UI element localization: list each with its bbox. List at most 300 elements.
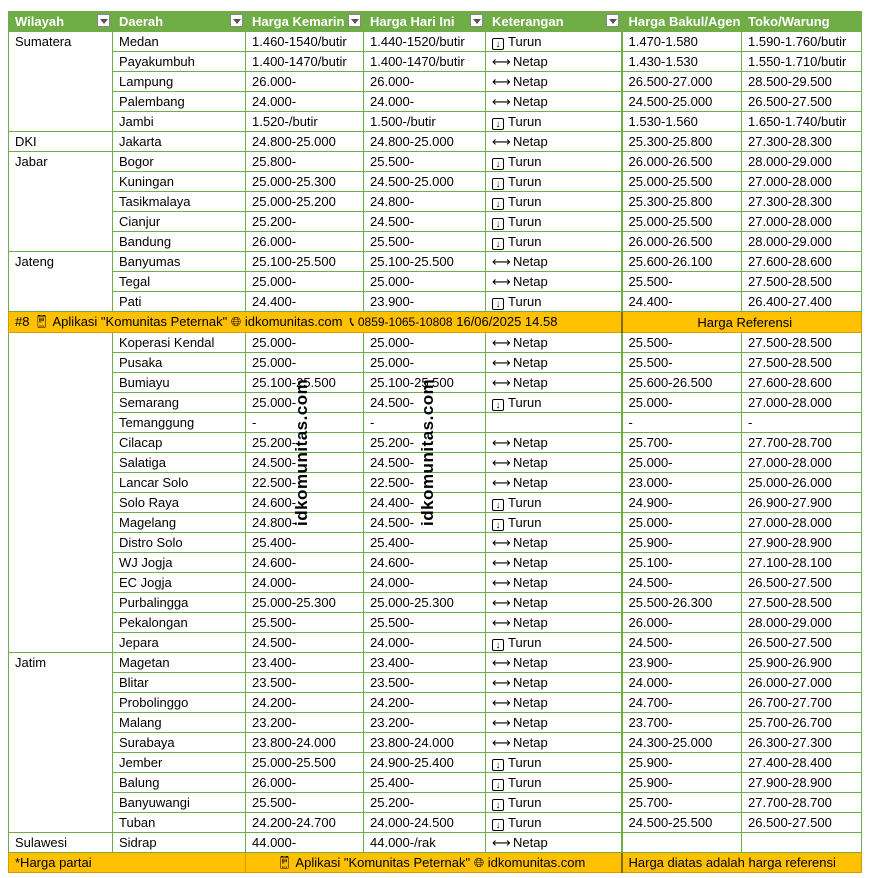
cell-wilayah[interactable] — [9, 773, 113, 793]
cell-wilayah[interactable] — [9, 453, 113, 473]
cell-harga-kemarin[interactable]: 25.000- — [246, 353, 364, 373]
cell-keterangan[interactable] — [486, 272, 622, 292]
cell-harga-agen[interactable]: 25.600-26.100 — [622, 252, 742, 272]
cell-keterangan[interactable] — [486, 493, 622, 513]
cell-harga-hari-ini[interactable]: 25.400- — [364, 773, 486, 793]
cell-daerah[interactable]: Banyuwangi — [113, 793, 246, 813]
cell-wilayah[interactable] — [9, 693, 113, 713]
cell-harga-hari-ini[interactable]: 24.500- — [364, 453, 486, 473]
cell-toko-warung[interactable]: 27.900-28.900 — [742, 533, 862, 553]
cell-toko-warung[interactable]: 26.500-27.500 — [742, 813, 862, 833]
cell-harga-kemarin[interactable]: 24.000- — [246, 573, 364, 593]
cell-wilayah[interactable] — [9, 92, 113, 112]
cell-harga-agen[interactable]: 1.430-1.530 — [622, 52, 742, 72]
cell-harga-agen[interactable]: 1.530-1.560 — [622, 112, 742, 132]
cell-toko-warung[interactable]: 26.500-27.500 — [742, 92, 862, 112]
cell-daerah[interactable]: Temanggung — [113, 413, 246, 433]
cell-harga-kemarin[interactable]: 23.200- — [246, 713, 364, 733]
arrow-down-icon: ↓ — [492, 158, 504, 170]
cell-keterangan[interactable] — [486, 413, 622, 433]
cell-wilayah[interactable] — [9, 212, 113, 232]
cell-wilayah[interactable] — [9, 172, 113, 192]
cell-wilayah[interactable] — [9, 753, 113, 773]
cell-harga-kemarin[interactable]: 24.800- — [246, 513, 364, 533]
cell-harga-hari-ini[interactable]: 24.600- — [364, 553, 486, 573]
cell-harga-agen[interactable]: 24.500-25.500 — [622, 813, 742, 833]
cell-harga-hari-ini[interactable]: 24.900-25.400 — [364, 753, 486, 773]
cell-harga-hari-ini[interactable]: 25.500- — [364, 152, 486, 172]
cell-wilayah[interactable] — [9, 393, 113, 413]
cell-harga-agen[interactable]: 25.500- — [622, 272, 742, 292]
cell-harga-kemarin[interactable]: 24.800-25.000 — [246, 132, 364, 152]
cell-keterangan[interactable] — [486, 212, 622, 232]
cell-daerah[interactable]: Banyumas — [113, 252, 246, 272]
cell-keterangan[interactable] — [486, 713, 622, 733]
cell-wilayah[interactable]: Sumatera — [9, 32, 113, 52]
header-keterangan[interactable]: Keterangan — [486, 12, 622, 32]
cell-daerah[interactable]: Pati — [113, 292, 246, 312]
cell-harga-kemarin[interactable]: 25.000- — [246, 333, 364, 353]
cell-harga-agen[interactable]: 23.000- — [622, 473, 742, 493]
cell-harga-hari-ini[interactable]: 24.500-25.000 — [364, 172, 486, 192]
cell-harga-hari-ini[interactable]: 24.200- — [364, 693, 486, 713]
status-label: Turun — [508, 34, 542, 49]
cell-harga-kemarin[interactable]: 26.000- — [246, 232, 364, 252]
cell-harga-hari-ini[interactable]: 24.000-24.500 — [364, 813, 486, 833]
cell-harga-kemarin[interactable]: 25.200- — [246, 212, 364, 232]
cell-keterangan[interactable] — [486, 513, 622, 533]
cell-keterangan[interactable] — [486, 132, 622, 152]
cell-wilayah[interactable] — [9, 473, 113, 493]
cell-harga-agen[interactable]: 26.000-26.500 — [622, 232, 742, 252]
cell-wilayah[interactable]: Jateng — [9, 252, 113, 272]
cell-toko-warung[interactable]: 27.000-28.000 — [742, 453, 862, 473]
cell-harga-kemarin[interactable]: 25.400- — [246, 533, 364, 553]
cell-keterangan[interactable] — [486, 473, 622, 493]
cell-harga-hari-ini[interactable]: 25.100-25.500 — [364, 373, 486, 393]
cell-keterangan[interactable] — [486, 773, 622, 793]
cell-daerah[interactable]: Sidrap — [113, 833, 246, 853]
cell-harga-kemarin[interactable]: 25.000- — [246, 272, 364, 292]
cell-wilayah[interactable] — [9, 553, 113, 573]
cell-harga-agen[interactable]: 25.900- — [622, 533, 742, 553]
cell-wilayah[interactable]: Jabar — [9, 152, 113, 172]
cell-wilayah[interactable] — [9, 353, 113, 373]
cell-harga-kemarin[interactable]: 1.460-1540/butir — [246, 32, 364, 52]
cell-harga-kemarin[interactable]: 24.600- — [246, 553, 364, 573]
cell-daerah[interactable]: Lancar Solo — [113, 473, 246, 493]
cell-harga-hari-ini[interactable]: 25.400- — [364, 533, 486, 553]
cell-harga-agen[interactable]: 25.700- — [622, 433, 742, 453]
cell-toko-warung[interactable]: 27.500-28.500 — [742, 353, 862, 373]
cell-harga-agen[interactable]: 24.500- — [622, 633, 742, 653]
cell-toko-warung[interactable]: 27.300-28.300 — [742, 132, 862, 152]
header-harga-agen: Harga Bakul/Agen — [622, 12, 742, 32]
cell-harga-kemarin[interactable]: 23.500- — [246, 673, 364, 693]
filter-dropdown-icon[interactable] — [606, 14, 619, 27]
cell-toko-warung[interactable]: 28.000-29.000 — [742, 152, 862, 172]
cell-daerah[interactable]: Blitar — [113, 673, 246, 693]
cell-toko-warung[interactable]: 27.000-28.000 — [742, 212, 862, 232]
cell-harga-kemarin[interactable]: 1.400-1470/butir — [246, 52, 364, 72]
cell-toko-warung[interactable] — [742, 833, 862, 853]
cell-daerah[interactable]: Semarang — [113, 393, 246, 413]
cell-harga-agen[interactable]: 25.600-26.500 — [622, 373, 742, 393]
cell-harga-kemarin[interactable]: 24.500- — [246, 453, 364, 473]
cell-keterangan[interactable] — [486, 373, 622, 393]
cell-wilayah[interactable] — [9, 673, 113, 693]
cell-keterangan[interactable] — [486, 32, 622, 52]
status-label: Turun — [508, 214, 542, 229]
cell-wilayah[interactable] — [9, 813, 113, 833]
cell-harga-agen[interactable]: 25.700- — [622, 793, 742, 813]
cell-harga-hari-ini[interactable]: 26.000- — [364, 72, 486, 92]
cell-harga-hari-ini[interactable]: 24.500- — [364, 212, 486, 232]
cell-wilayah[interactable] — [9, 493, 113, 513]
cell-toko-warung[interactable]: 27.600-28.600 — [742, 373, 862, 393]
cell-harga-hari-ini[interactable]: 23.400- — [364, 653, 486, 673]
status-label: Netap — [513, 535, 548, 550]
cell-toko-warung[interactable]: 26.500-27.500 — [742, 573, 862, 593]
cell-keterangan[interactable] — [486, 653, 622, 673]
cell-keterangan[interactable] — [486, 252, 622, 272]
cell-keterangan[interactable] — [486, 232, 622, 252]
cell-harga-agen[interactable]: 23.900- — [622, 653, 742, 673]
cell-keterangan[interactable] — [486, 533, 622, 553]
cell-harga-kemarin[interactable]: 24.000- — [246, 92, 364, 112]
cell-keterangan[interactable] — [486, 292, 622, 312]
cell-keterangan[interactable] — [486, 593, 622, 613]
cell-harga-kemarin[interactable]: 26.000- — [246, 773, 364, 793]
cell-daerah[interactable]: Medan — [113, 32, 246, 52]
cell-toko-warung[interactable]: 27.500-28.500 — [742, 333, 862, 353]
cell-toko-warung[interactable]: 27.000-28.000 — [742, 172, 862, 192]
header-harga-kemarin[interactable]: Harga Kemarin — [246, 12, 364, 32]
cell-harga-hari-ini[interactable]: 1.440-1520/butir — [364, 32, 486, 52]
cell-daerah[interactable]: Cianjur — [113, 212, 246, 232]
cell-toko-warung[interactable]: 25.000-26.000 — [742, 473, 862, 493]
cell-daerah[interactable]: Payakumbuh — [113, 52, 246, 72]
cell-harga-hari-ini[interactable]: 44.000-/rak — [364, 833, 486, 853]
cell-harga-hari-ini[interactable]: 24.400- — [364, 493, 486, 513]
filter-dropdown-icon[interactable] — [97, 14, 110, 27]
cell-toko-warung[interactable]: 27.700-28.700 — [742, 793, 862, 813]
cell-harga-kemarin[interactable]: 25.000-25.300 — [246, 593, 364, 613]
cell-wilayah[interactable]: DKI — [9, 132, 113, 152]
cell-harga-hari-ini[interactable]: 24.500- — [364, 393, 486, 413]
cell-keterangan[interactable] — [486, 172, 622, 192]
cell-harga-agen[interactable]: 25.100- — [622, 553, 742, 573]
cell-harga-kemarin[interactable]: 23.800-24.000 — [246, 733, 364, 753]
cell-toko-warung[interactable]: 25.700-26.700 — [742, 713, 862, 733]
cell-keterangan[interactable] — [486, 353, 622, 373]
cell-toko-warung[interactable]: 27.000-28.000 — [742, 393, 862, 413]
cell-toko-warung[interactable]: 28.000-29.000 — [742, 613, 862, 633]
cell-harga-kemarin[interactable]: - — [246, 413, 364, 433]
cell-harga-agen[interactable]: 24.400- — [622, 292, 742, 312]
cell-daerah[interactable]: Palembang — [113, 92, 246, 112]
cell-wilayah[interactable] — [9, 573, 113, 593]
cell-wilayah[interactable] — [9, 513, 113, 533]
cell-harga-agen[interactable]: 25.300-25.800 — [622, 132, 742, 152]
cell-wilayah[interactable] — [9, 112, 113, 132]
cell-daerah[interactable]: Pekalongan — [113, 613, 246, 633]
cell-keterangan[interactable] — [486, 813, 622, 833]
cell-daerah[interactable]: Tegal — [113, 272, 246, 292]
cell-toko-warung[interactable]: 1.650-1.740/butir — [742, 112, 862, 132]
cell-keterangan[interactable] — [486, 72, 622, 92]
cell-daerah[interactable]: Solo Raya — [113, 493, 246, 513]
cell-toko-warung[interactable]: 26.400-27.400 — [742, 292, 862, 312]
cell-toko-warung[interactable]: - — [742, 413, 862, 433]
cell-harga-kemarin[interactable]: 24.200-24.700 — [246, 813, 364, 833]
cell-daerah[interactable]: Jambi — [113, 112, 246, 132]
cell-toko-warung[interactable]: 27.000-28.000 — [742, 513, 862, 533]
cell-harga-kemarin[interactable]: 25.800- — [246, 152, 364, 172]
cell-wilayah[interactable] — [9, 633, 113, 653]
cell-harga-hari-ini[interactable]: 24.500- — [364, 513, 486, 533]
cell-harga-hari-ini[interactable]: 23.200- — [364, 713, 486, 733]
cell-harga-hari-ini[interactable]: 24.800- — [364, 192, 486, 212]
filter-dropdown-icon[interactable] — [348, 14, 361, 27]
cell-toko-warung[interactable]: 27.300-28.300 — [742, 192, 862, 212]
arrow-down-icon: ↓ — [492, 639, 504, 651]
cell-daerah[interactable]: Jepara — [113, 633, 246, 653]
cell-keterangan[interactable] — [486, 52, 622, 72]
cell-harga-hari-ini[interactable]: 25.000- — [364, 333, 486, 353]
cell-harga-agen[interactable]: 25.000-25.500 — [622, 172, 742, 192]
cell-harga-agen[interactable]: 24.300-25.000 — [622, 733, 742, 753]
cell-harga-agen[interactable]: 23.700- — [622, 713, 742, 733]
cell-daerah[interactable]: Purbalingga — [113, 593, 246, 613]
cell-harga-agen[interactable]: 26.000- — [622, 613, 742, 633]
cell-wilayah[interactable]: Jatim — [9, 653, 113, 673]
cell-harga-hari-ini[interactable]: 25.000- — [364, 272, 486, 292]
cell-wilayah[interactable] — [9, 272, 113, 292]
cell-daerah[interactable]: Bogor — [113, 152, 246, 172]
cell-harga-agen[interactable]: 24.900- — [622, 493, 742, 513]
cell-harga-kemarin[interactable]: 25.000-25.300 — [246, 172, 364, 192]
cell-harga-agen[interactable]: 25.900- — [622, 773, 742, 793]
cell-daerah[interactable]: Koperasi Kendal — [113, 333, 246, 353]
table-row — [9, 713, 862, 733]
cell-harga-kemarin[interactable]: 22.500- — [246, 473, 364, 493]
cell-harga-kemarin[interactable]: 25.100-25.500 — [246, 252, 364, 272]
cell-toko-warung[interactable]: 1.550-1.710/butir — [742, 52, 862, 72]
cell-harga-kemarin[interactable]: 25.000- — [246, 393, 364, 413]
cell-daerah[interactable]: Probolinggo — [113, 693, 246, 713]
cell-keterangan[interactable] — [486, 112, 622, 132]
cell-harga-kemarin[interactable]: 24.600- — [246, 493, 364, 513]
cell-daerah[interactable]: Magetan — [113, 653, 246, 673]
cell-daerah[interactable]: Lampung — [113, 72, 246, 92]
cell-keterangan[interactable] — [486, 733, 622, 753]
cell-daerah[interactable]: Malang — [113, 713, 246, 733]
cell-toko-warung[interactable]: 27.900-28.900 — [742, 773, 862, 793]
table-row — [9, 132, 862, 152]
cell-daerah[interactable]: Tuban — [113, 813, 246, 833]
cell-keterangan[interactable] — [486, 192, 622, 212]
cell-harga-agen[interactable] — [622, 833, 742, 853]
cell-harga-agen[interactable]: 25.900- — [622, 753, 742, 773]
cell-harga-agen[interactable]: - — [622, 413, 742, 433]
cell-wilayah[interactable] — [9, 373, 113, 393]
cell-toko-warung[interactable]: 27.500-28.500 — [742, 593, 862, 613]
cell-toko-warung[interactable]: 26.300-27.300 — [742, 733, 862, 753]
cell-wilayah[interactable] — [9, 533, 113, 553]
cell-daerah[interactable]: Pusaka — [113, 353, 246, 373]
cell-keterangan[interactable] — [486, 753, 622, 773]
cell-harga-kemarin[interactable]: 44.000- — [246, 833, 364, 853]
cell-harga-agen[interactable]: 25.000- — [622, 453, 742, 473]
cell-harga-kemarin[interactable]: 25.500- — [246, 613, 364, 633]
cell-keterangan[interactable] — [486, 333, 622, 353]
cell-wilayah[interactable] — [9, 192, 113, 212]
cell-keterangan[interactable] — [486, 453, 622, 473]
cell-harga-kemarin[interactable]: 24.200- — [246, 693, 364, 713]
cell-harga-agen[interactable]: 24.000- — [622, 673, 742, 693]
cell-toko-warung[interactable]: 28.000-29.000 — [742, 232, 862, 252]
cell-harga-agen[interactable]: 25.000- — [622, 393, 742, 413]
cell-wilayah[interactable] — [9, 593, 113, 613]
cell-daerah[interactable]: Cilacap — [113, 433, 246, 453]
cell-daerah[interactable]: Magelang — [113, 513, 246, 533]
cell-harga-kemarin[interactable]: 24.500- — [246, 633, 364, 653]
cell-harga-hari-ini[interactable]: 25.500- — [364, 232, 486, 252]
cell-daerah[interactable]: Jember — [113, 753, 246, 773]
cell-harga-hari-ini[interactable]: 25.000- — [364, 353, 486, 373]
cell-harga-hari-ini[interactable]: 24.000- — [364, 633, 486, 653]
cell-daerah[interactable]: Salatiga — [113, 453, 246, 473]
cell-toko-warung[interactable]: 26.500-27.500 — [742, 633, 862, 653]
header-daerah[interactable]: Daerah — [113, 12, 246, 32]
cell-keterangan[interactable] — [486, 633, 622, 653]
cell-toko-warung[interactable]: 26.700-27.700 — [742, 693, 862, 713]
cell-daerah[interactable]: Jakarta — [113, 132, 246, 152]
cell-harga-agen[interactable]: 25.500- — [622, 333, 742, 353]
cell-harga-hari-ini[interactable]: 25.000-25.300 — [364, 593, 486, 613]
cell-harga-agen[interactable]: 25.000- — [622, 513, 742, 533]
cell-toko-warung[interactable]: 27.500-28.500 — [742, 272, 862, 292]
cell-harga-agen[interactable]: 25.500- — [622, 353, 742, 373]
cell-toko-warung[interactable]: 28.500-29.500 — [742, 72, 862, 92]
cell-harga-kemarin[interactable]: 26.000- — [246, 72, 364, 92]
cell-harga-kemarin[interactable]: 24.400- — [246, 292, 364, 312]
cell-keterangan[interactable] — [486, 553, 622, 573]
cell-wilayah[interactable] — [9, 713, 113, 733]
cell-daerah[interactable]: Distro Solo — [113, 533, 246, 553]
cell-harga-agen[interactable]: 24.500- — [622, 573, 742, 593]
arrow-left-right-icon: ⟷ — [492, 375, 511, 390]
cell-harga-hari-ini[interactable]: 24.000- — [364, 573, 486, 593]
cell-wilayah[interactable] — [9, 72, 113, 92]
cell-wilayah[interactable] — [9, 232, 113, 252]
cell-harga-hari-ini[interactable]: 22.500- — [364, 473, 486, 493]
filter-dropdown-icon[interactable] — [230, 14, 243, 27]
cell-daerah[interactable]: Bandung — [113, 232, 246, 252]
cell-harga-agen[interactable]: 25.300-25.800 — [622, 192, 742, 212]
cell-wilayah[interactable] — [9, 292, 113, 312]
cell-harga-kemarin[interactable]: 1.520-/butir — [246, 112, 364, 132]
cell-harga-hari-ini[interactable]: 25.200- — [364, 433, 486, 453]
cell-harga-kemarin[interactable]: 23.400- — [246, 653, 364, 673]
cell-harga-hari-ini[interactable]: 25.100-25.500 — [364, 252, 486, 272]
cell-daerah[interactable]: WJ Jogja — [113, 553, 246, 573]
cell-keterangan[interactable] — [486, 833, 622, 853]
cell-harga-agen[interactable]: 1.470-1.580 — [622, 32, 742, 52]
cell-harga-agen[interactable]: 24.700- — [622, 693, 742, 713]
cell-harga-kemarin[interactable]: 25.500- — [246, 793, 364, 813]
cell-harga-hari-ini[interactable]: 23.800-24.000 — [364, 733, 486, 753]
cell-keterangan[interactable] — [486, 92, 622, 112]
header-wilayah[interactable]: Wilayah — [9, 12, 113, 32]
cell-daerah[interactable]: Bumiayu — [113, 373, 246, 393]
cell-toko-warung[interactable]: 27.100-28.100 — [742, 553, 862, 573]
cell-daerah[interactable]: Balung — [113, 773, 246, 793]
cell-harga-kemarin[interactable]: 25.100-25.500 — [246, 373, 364, 393]
cell-toko-warung[interactable]: 27.700-28.700 — [742, 433, 862, 453]
cell-keterangan[interactable] — [486, 613, 622, 633]
cell-daerah[interactable]: Kuningan — [113, 172, 246, 192]
cell-daerah[interactable]: Tasikmalaya — [113, 192, 246, 212]
cell-keterangan[interactable] — [486, 693, 622, 713]
cell-harga-hari-ini[interactable]: 1.400-1470/butir — [364, 52, 486, 72]
cell-harga-kemarin[interactable]: 25.000-25.500 — [246, 753, 364, 773]
cell-wilayah[interactable] — [9, 433, 113, 453]
cell-harga-agen[interactable]: 24.500-25.000 — [622, 92, 742, 112]
cell-harga-hari-ini[interactable]: - — [364, 413, 486, 433]
cell-keterangan[interactable] — [486, 152, 622, 172]
cell-harga-hari-ini[interactable]: 25.200- — [364, 793, 486, 813]
cell-keterangan[interactable] — [486, 433, 622, 453]
filter-dropdown-icon[interactable] — [470, 14, 483, 27]
cell-harga-agen[interactable]: 25.500-26.300 — [622, 593, 742, 613]
cell-harga-kemarin[interactable]: 25.000-25.200 — [246, 192, 364, 212]
cell-toko-warung[interactable]: 27.400-28.400 — [742, 753, 862, 773]
cell-toko-warung[interactable]: 26.900-27.900 — [742, 493, 862, 513]
arrow-left-right-icon: ⟷ — [492, 74, 511, 89]
header-harga-hari-ini[interactable]: Harga Hari Ini — [364, 12, 486, 32]
cell-keterangan[interactable] — [486, 673, 622, 693]
cell-harga-hari-ini[interactable]: 24.800-25.000 — [364, 132, 486, 152]
cell-daerah[interactable]: Surabaya — [113, 733, 246, 753]
cell-harga-hari-ini[interactable]: 25.500- — [364, 613, 486, 633]
cell-harga-agen[interactable]: 25.000-25.500 — [622, 212, 742, 232]
cell-wilayah[interactable] — [9, 413, 113, 433]
cell-harga-agen[interactable]: 26.500-27.000 — [622, 72, 742, 92]
cell-harga-hari-ini[interactable]: 1.500-/butir — [364, 112, 486, 132]
cell-daerah[interactable]: EC Jogja — [113, 573, 246, 593]
cell-wilayah[interactable] — [9, 333, 113, 353]
cell-wilayah[interactable] — [9, 793, 113, 813]
cell-wilayah[interactable] — [9, 733, 113, 753]
cell-harga-kemarin[interactable]: 25.200- — [246, 433, 364, 453]
cell-toko-warung[interactable]: 1.590-1.760/butir — [742, 32, 862, 52]
cell-toko-warung[interactable]: 26.000-27.000 — [742, 673, 862, 693]
cell-harga-hari-ini[interactable]: 23.900- — [364, 292, 486, 312]
cell-wilayah[interactable] — [9, 52, 113, 72]
cell-wilayah[interactable]: Sulawesi — [9, 833, 113, 853]
cell-harga-agen[interactable]: 26.000-26.500 — [622, 152, 742, 172]
cell-keterangan[interactable] — [486, 793, 622, 813]
cell-toko-warung[interactable]: 25.900-26.900 — [742, 653, 862, 673]
cell-harga-hari-ini[interactable]: 23.500- — [364, 673, 486, 693]
cell-toko-warung[interactable]: 27.600-28.600 — [742, 252, 862, 272]
cell-harga-hari-ini[interactable]: 24.000- — [364, 92, 486, 112]
cell-keterangan[interactable] — [486, 393, 622, 413]
cell-keterangan[interactable] — [486, 573, 622, 593]
cell-wilayah[interactable] — [9, 613, 113, 633]
